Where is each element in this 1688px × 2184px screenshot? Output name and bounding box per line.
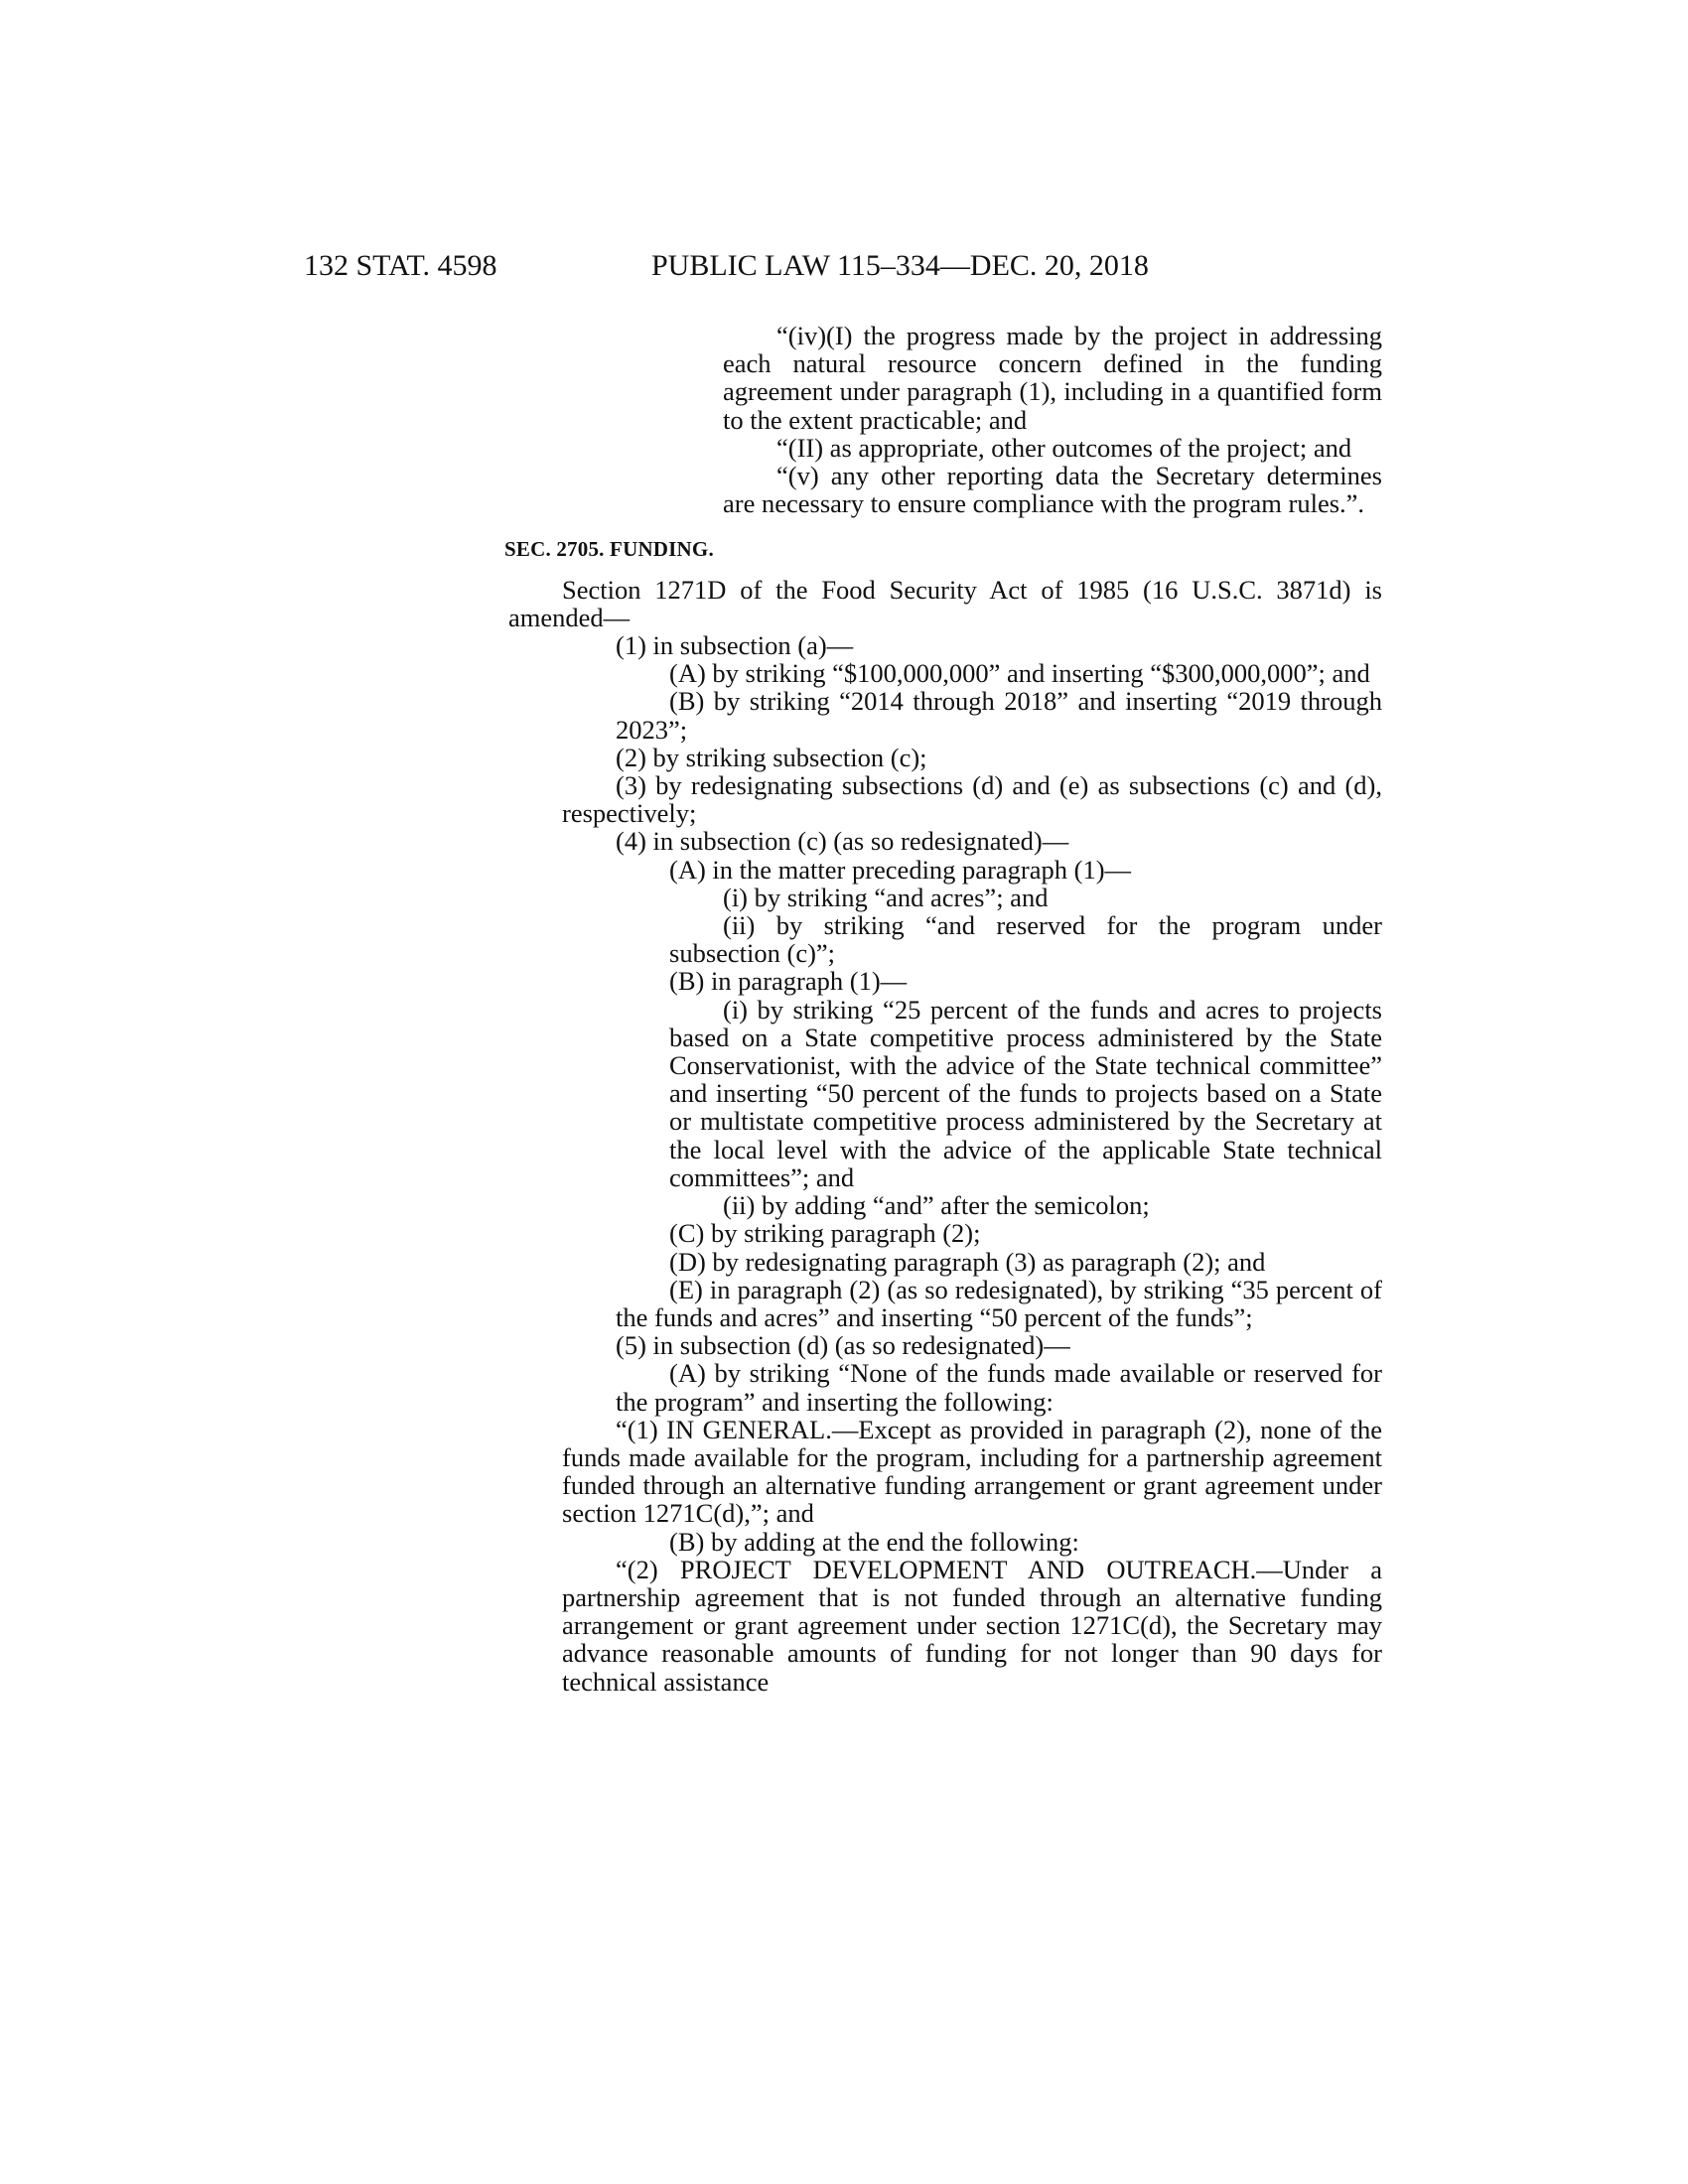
subparagraph-4C: (C) by striking paragraph (2); — [669, 1218, 981, 1249]
inserted-text-in-general: “(1) IN GENERAL.—Except as provided in paragraph (2), none of the funds made available for the program, including for a partnership agreement funded through an alternative funding arrangement or grant agreement under section 1271C(d),”; and — [562, 1414, 1382, 1529]
section-intro: Section 1271D of the Food Security Act of 1985 (16 U.S.C. 3871d) is amended— — [508, 574, 1382, 632]
subparagraph-4A: (A) in the matter preceding paragraph (1)— — [669, 854, 1132, 885]
running-head: PUBLIC LAW 115–334—DEC. 20, 2018 — [651, 249, 1149, 282]
paragraph-3: (3) by redesignating subsections (d) and (e) as subsections (c) and (d), respectively; — [562, 770, 1382, 829]
subparagraph-1B: (B) by striking “2014 through 2018” and inserting “2019 through 2023”; — [616, 686, 1382, 745]
subparagraph-5B: (B) by adding at the end the following: — [669, 1526, 1079, 1557]
clause-4Bii: (ii) by adding “and” after the semicolon; — [723, 1190, 1150, 1221]
inserted-text-project-development: “(2) PROJECT DEVELOPMENT AND OUTREACH.—Under a partnership agreement that is not funded through an alternative funding arrangement or grant agreement under section 1271C(d), the Secretary may advance reasonable amounts of funding for not longer than 90 days for technical assistance — [562, 1554, 1382, 1697]
paragraph-2: (2) by striking subsection (c); — [616, 742, 927, 772]
clause-4Bi: (i) by striking “25 percent of the funds and acres to projects based on a State competitive process administered by the State Conservationist, with the advice of the State technical committee” and inserting “50 percent of the funds to projects based on a State or multistate competitive process administered by the Secretary at the local level with the advice of the applicable State technical committees”; and — [669, 994, 1382, 1192]
clause-v: “(v) any other reporting data the Secretary determines are necessary to ensure compliance with the program rules.”. — [723, 461, 1382, 519]
subparagraph-5A: (A) by striking “None of the funds made available or reserved for the program” and inserting the following: — [616, 1358, 1382, 1417]
paragraph-4: (4) in subsection (c) (as so redesignated)— — [616, 826, 1069, 857]
paragraph-1: (1) in subsection (a)— — [616, 630, 854, 661]
subparagraph-1A: (A) by striking “$100,000,000” and inserting “$300,000,000”; and — [669, 658, 1370, 689]
paragraph-5: (5) in subsection (d) (as so redesignated)— — [616, 1330, 1070, 1361]
clause-4Ai: (i) by striking “and acres”; and — [723, 882, 1049, 912]
body-text — [504, 321, 1382, 1697]
subclause-II: “(II) as appropriate, other outcomes of the project; and — [776, 432, 1352, 463]
statute-page-number: 132 STAT. 4598 — [304, 249, 497, 282]
clause-iv: “(iv)(I) the progress made by the project in addressing each natural resource concern defined in the funding agreement under paragraph (1), including in a quantified form to the extent practicable; and — [723, 321, 1382, 435]
clause-4Aii: (ii) by striking “and reserved for the program under subsection (c)”; — [669, 910, 1382, 969]
subparagraph-4B: (B) in paragraph (1)— — [669, 966, 908, 997]
subparagraph-4D: (D) by redesignating paragraph (3) as paragraph (2); and — [669, 1246, 1266, 1277]
subparagraph-4E: (E) in paragraph (2) (as so redesignated), by striking “35 percent of the funds and acres” and inserting “50 percent of the funds”; — [616, 1274, 1382, 1332]
section-heading: SEC. 2705. FUNDING. — [504, 537, 714, 562]
page-header — [304, 244, 1307, 288]
